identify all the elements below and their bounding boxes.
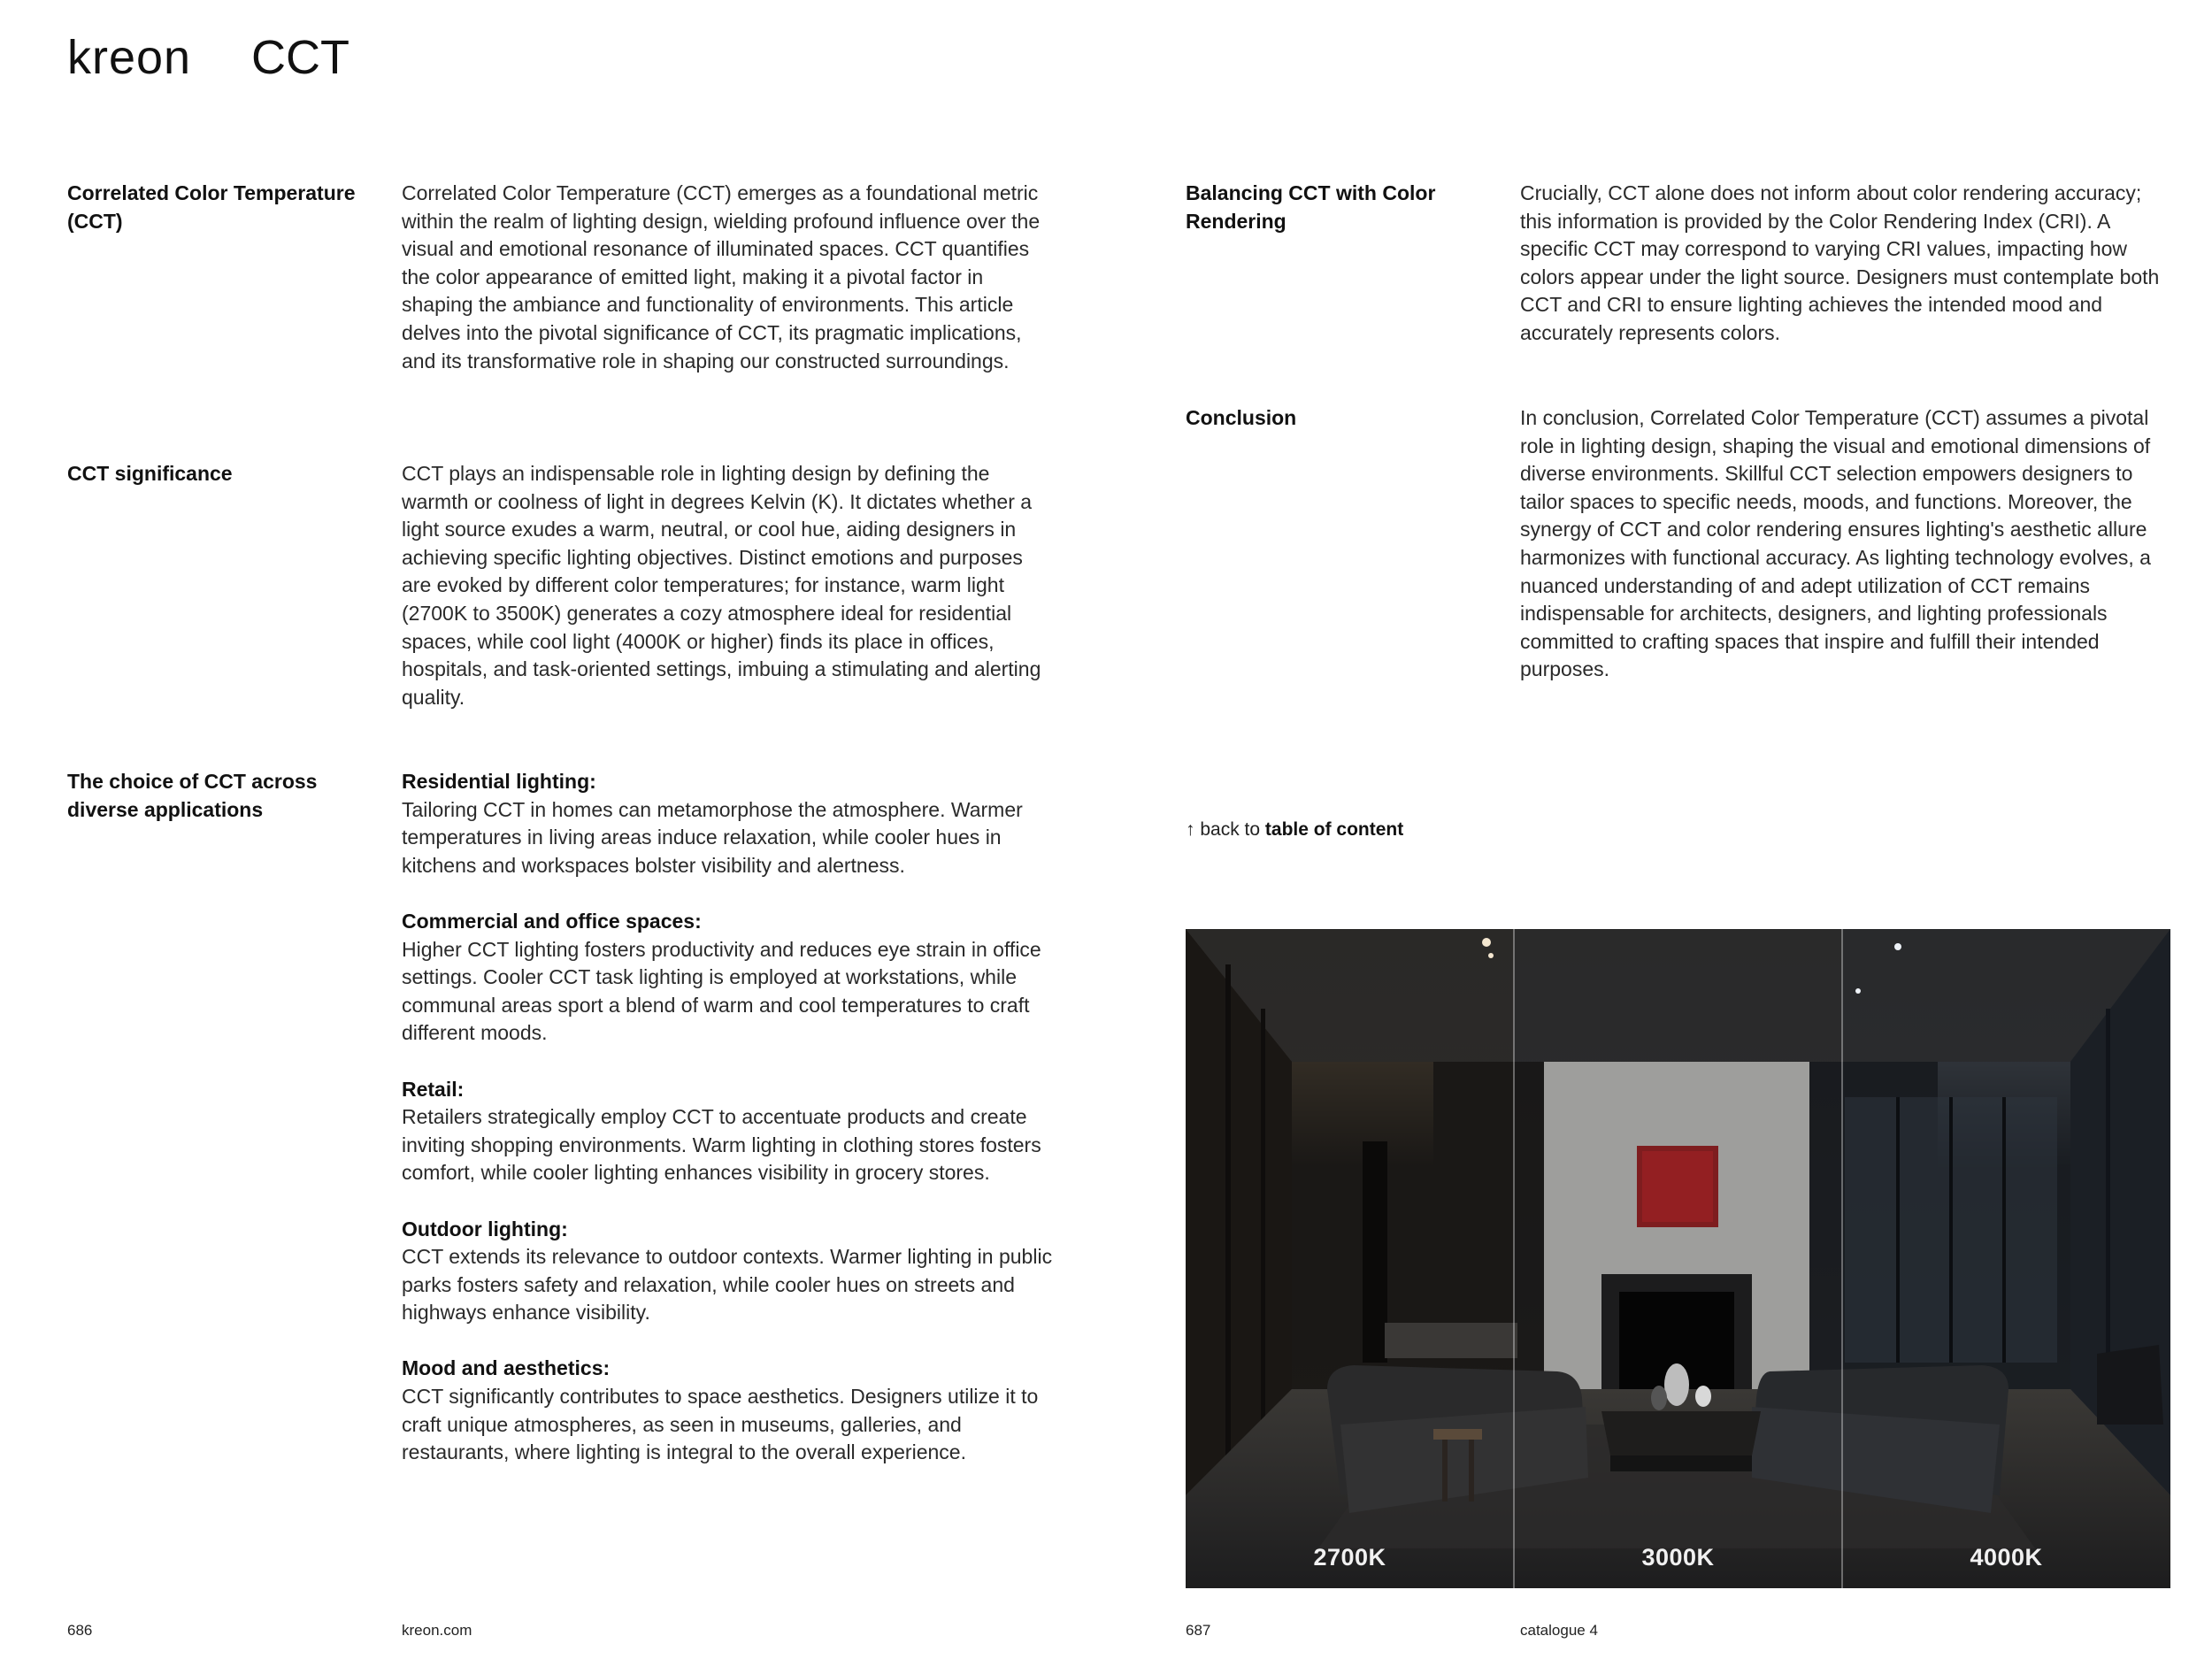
- section-label-conclusion: Conclusion: [1186, 406, 1297, 429]
- back-to-toc-link[interactable]: [1186, 819, 1403, 841]
- page-title: CCT: [251, 31, 349, 84]
- subheading-residential: Residential lighting:: [402, 770, 596, 793]
- page-number-left: 686: [67, 1622, 93, 1639]
- arrow-up-icon: ↑: [1186, 819, 1195, 840]
- divider-line: [1841, 929, 1843, 1588]
- paragraph-commercial: Higher CCT lighting fosters productivity and reduces eye strain in office settings. Cooler CCT task lighting is employed at workstations, while communal areas sport a blend of warm and cool temperatures to craft different moods.: [402, 937, 1041, 1045]
- section-text-conclusion: In conclusion, Correlated Color Temperature (CCT) assumes a pivotal role in lighting design, shaping the visual and emotional dimensions of diverse environments. Skillful CCT selection empowers designers to tailor spaces to specific needs, moods, and functions. Moreover, the synergy of CCT and color rendering ensures lighting's aesthetic allure harmonizes with functional accuracy. As lighting technology evolves, a nuanced understanding of and adept utilization of CCT remains indispensable for architects, designers, and lighting professionals committed to crafting spaces that inspire and fulfill their intended purposes.: [1520, 406, 2151, 681]
- page-number-right: 687: [1186, 1622, 1211, 1639]
- subheading-outdoor: Outdoor lighting:: [402, 1217, 568, 1240]
- living-room-scene: [1186, 929, 2170, 1588]
- section-choice-body: [402, 768, 1056, 1467]
- cct-label-4000k: 4000K: [1970, 1544, 2043, 1571]
- section-label-intro: Correlated Color Temperature (CCT): [67, 181, 356, 233]
- section-label-significance: CCT significance: [67, 462, 233, 485]
- paragraph-retail: Retailers strategically employ CCT to accentuate products and create inviting shopping environments. Warm lighting in clothing stores fosters comfort, while cooler lighting enhances visibility in grocery stores.: [402, 1105, 1041, 1185]
- subheading-commercial: Commercial and office spaces:: [402, 909, 702, 933]
- footer-website[interactable]: kreon.com: [402, 1622, 472, 1639]
- section-text-intro: Correlated Color Temperature (CCT) emerges as a foundational metric within the realm of lighting design, wielding profound influence over the visual and emotional resonance of illuminated spaces. CCT quantifies the color appearance of emitted light, making it a pivotal factor in shaping the ambiance and functionality of environments. This article delves into the pivotal significance of CCT, its pragmatic implications, and its transformative role in shaping our constructed surroundings.: [402, 181, 1041, 373]
- cct-comparison-photo: [1186, 929, 2170, 1588]
- section-text-significance: CCT plays an indispensable role in lighting design by defining the warmth or coolness of light in degrees Kelvin (K). It dictates whether a light source exudes a warm, neutral, or cool hue, aiding designers in achieving specific lighting objectives. Distinct emotions and purposes are evoked by different color temperatures; for instance, warm light (2700K to 3500K) generates a cozy atmosphere ideal for residential spaces, while cool light (4000K or higher) finds its place in offices, hospitals, and task-oriented settings, imbuing a stimulating and alerting quality.: [402, 462, 1041, 709]
- section-label-choice: The choice of CCT across diverse applications: [67, 770, 318, 821]
- section-label-balancing: Balancing CCT with Color Rendering: [1186, 181, 1436, 233]
- footer-catalogue: catalogue 4: [1520, 1622, 1598, 1639]
- cct-label-3000k: 3000K: [1641, 1544, 1715, 1571]
- section-text-balancing: Crucially, CCT alone does not inform about color rendering accuracy; this information is provided by the Color Rendering Index (CRI). A specific CCT may correspond to varying CRI values, impacting how colors appear under the light source. Designers must contemplate both CCT and CRI to ensure lighting achieves the intended mood and accurately represents colors.: [1520, 181, 2160, 344]
- back-link-target[interactable]: table of content: [1264, 819, 1404, 840]
- paragraph-mood: CCT significantly contributes to space aesthetics. Designers utilize it to craft unique atmospheres, as seen in museums, galleries, and restaurants, where lighting is integral to the overall experience.: [402, 1385, 1039, 1464]
- paragraph-outdoor: CCT extends its relevance to outdoor contexts. Warmer lighting in public parks fosters safety and relaxation, while cooler hues on streets and highways enhance visibility.: [402, 1245, 1053, 1325]
- subheading-mood: Mood and aesthetics:: [402, 1356, 611, 1380]
- divider-line: [1513, 929, 1515, 1588]
- brand-logo: kreon: [67, 31, 192, 84]
- cct-label-2700k: 2700K: [1313, 1544, 1386, 1571]
- subheading-retail: Retail:: [402, 1077, 465, 1101]
- back-link-prefix: back to: [1200, 819, 1261, 840]
- paragraph-residential: Tailoring CCT in homes can metamorphose the atmosphere. Warmer temperatures in living areas induce relaxation, while cooler hues in kitchens and workspaces bolster visibility and alertness.: [402, 797, 1023, 877]
